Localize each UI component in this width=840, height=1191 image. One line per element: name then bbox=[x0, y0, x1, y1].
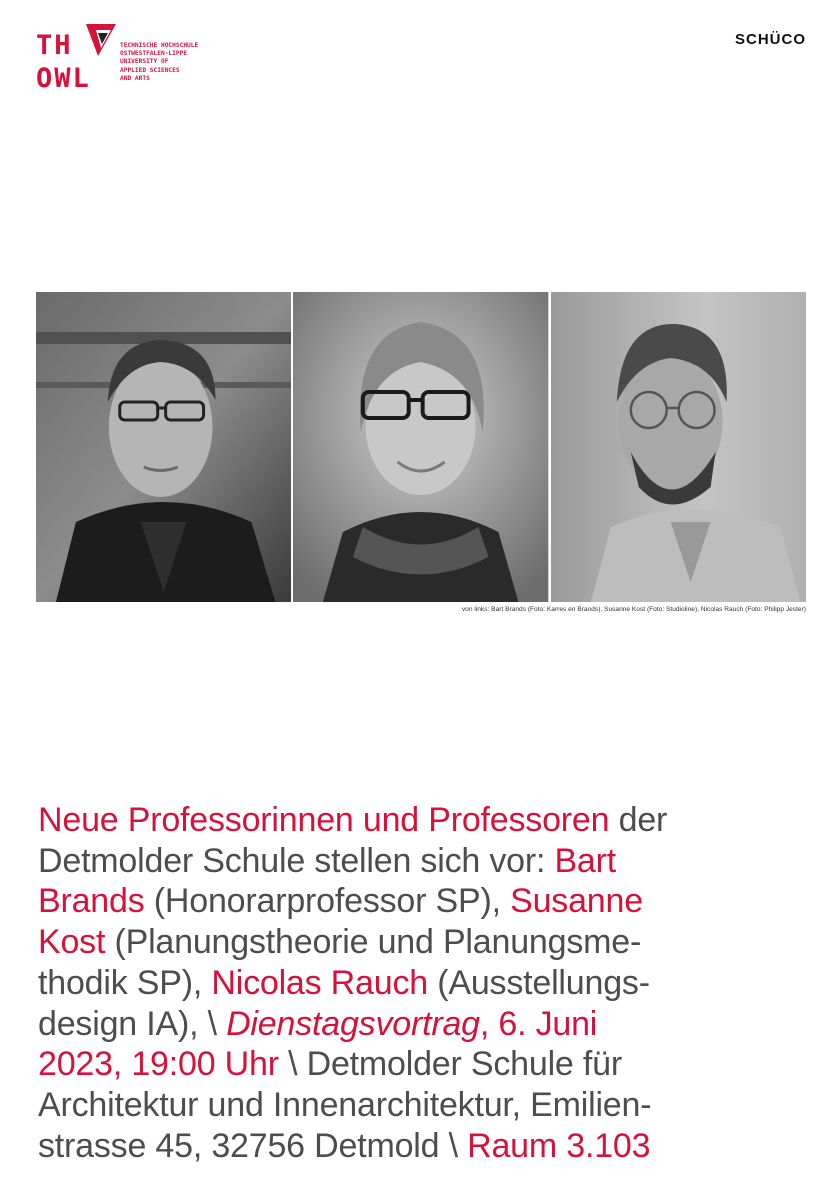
event-date: , 6. Juni bbox=[479, 1004, 598, 1043]
logo-text-line: UNIVERSITY OF bbox=[120, 58, 169, 66]
schueco-logo: SCHÜCO bbox=[734, 31, 806, 48]
text-gray: (Honorarprofessor SP), bbox=[144, 882, 511, 921]
logo-text-line: APPLIED SCIENCES bbox=[120, 66, 180, 74]
logo-abbr-owl: OWL bbox=[36, 63, 91, 94]
logo-text-line: OSTWESTFALEN-LIPPE bbox=[120, 50, 188, 58]
event-room: Raum 3.103 bbox=[467, 1126, 651, 1165]
logo-text-line: AND ARTS bbox=[120, 74, 150, 82]
speaker-name-bart: Bart bbox=[554, 841, 617, 880]
text-gray: der bbox=[609, 801, 668, 839]
announcement-line bbox=[38, 800, 808, 841]
text-gray: Architektur und Innenarchitektur, Emilien- bbox=[38, 1085, 652, 1124]
announcement-line bbox=[38, 1085, 808, 1126]
th-owl-logo bbox=[36, 22, 236, 102]
photo-caption: von links: Bart Brands (Foto: Karres en Brands), Susanne Kost (Foto: Studioline), Nicolas Rauch (Foto: Philipp Jester) bbox=[461, 606, 806, 613]
text-gray: design IA), \ bbox=[38, 1004, 227, 1043]
announcement-line bbox=[38, 963, 808, 1004]
logo-text bbox=[120, 42, 240, 83]
logo-abbr-th: TH bbox=[36, 30, 73, 61]
text-gray: (Ausstellungs- bbox=[427, 963, 650, 1002]
announcement-line bbox=[38, 1004, 808, 1045]
announcement-line bbox=[38, 841, 808, 882]
th-owl-triangle-icon bbox=[84, 22, 118, 58]
speaker-name-nicolas-rauch: Nicolas Rauch bbox=[211, 963, 428, 1002]
text-gray: Detmolder Schule stellen sich vor: bbox=[38, 841, 555, 880]
text-gray: thodik SP), bbox=[38, 963, 212, 1002]
text-gray: strasse 45, 32756 Detmold \ bbox=[38, 1126, 468, 1165]
announcement-line bbox=[38, 922, 808, 963]
photo-bart-brands bbox=[36, 292, 291, 602]
logo-text-line: TECHNISCHE HOCHSCHULE bbox=[120, 42, 199, 49]
announcement-line bbox=[38, 1126, 808, 1167]
portrait-photos bbox=[36, 292, 806, 602]
announcement-line bbox=[38, 881, 808, 922]
headline-red: Neue Professorinnen und Professoren bbox=[38, 801, 610, 839]
photo-nicolas-rauch bbox=[551, 292, 806, 602]
speaker-name-kost: Kost bbox=[38, 923, 106, 962]
event-title: Dienstagsvortrag bbox=[226, 1004, 480, 1043]
photo-susanne-kost bbox=[293, 292, 548, 602]
event-time: 2023, 19:00 Uhr bbox=[38, 1045, 279, 1084]
speaker-name-brands: Brands bbox=[38, 882, 145, 921]
text-gray: \ Detmolder Schule für bbox=[278, 1045, 622, 1084]
speaker-name-susanne: Susanne bbox=[510, 882, 643, 921]
announcement-line bbox=[38, 1044, 808, 1085]
announcement-text bbox=[38, 800, 808, 1166]
text-gray: (Planungstheorie und Planungsme- bbox=[105, 923, 642, 962]
